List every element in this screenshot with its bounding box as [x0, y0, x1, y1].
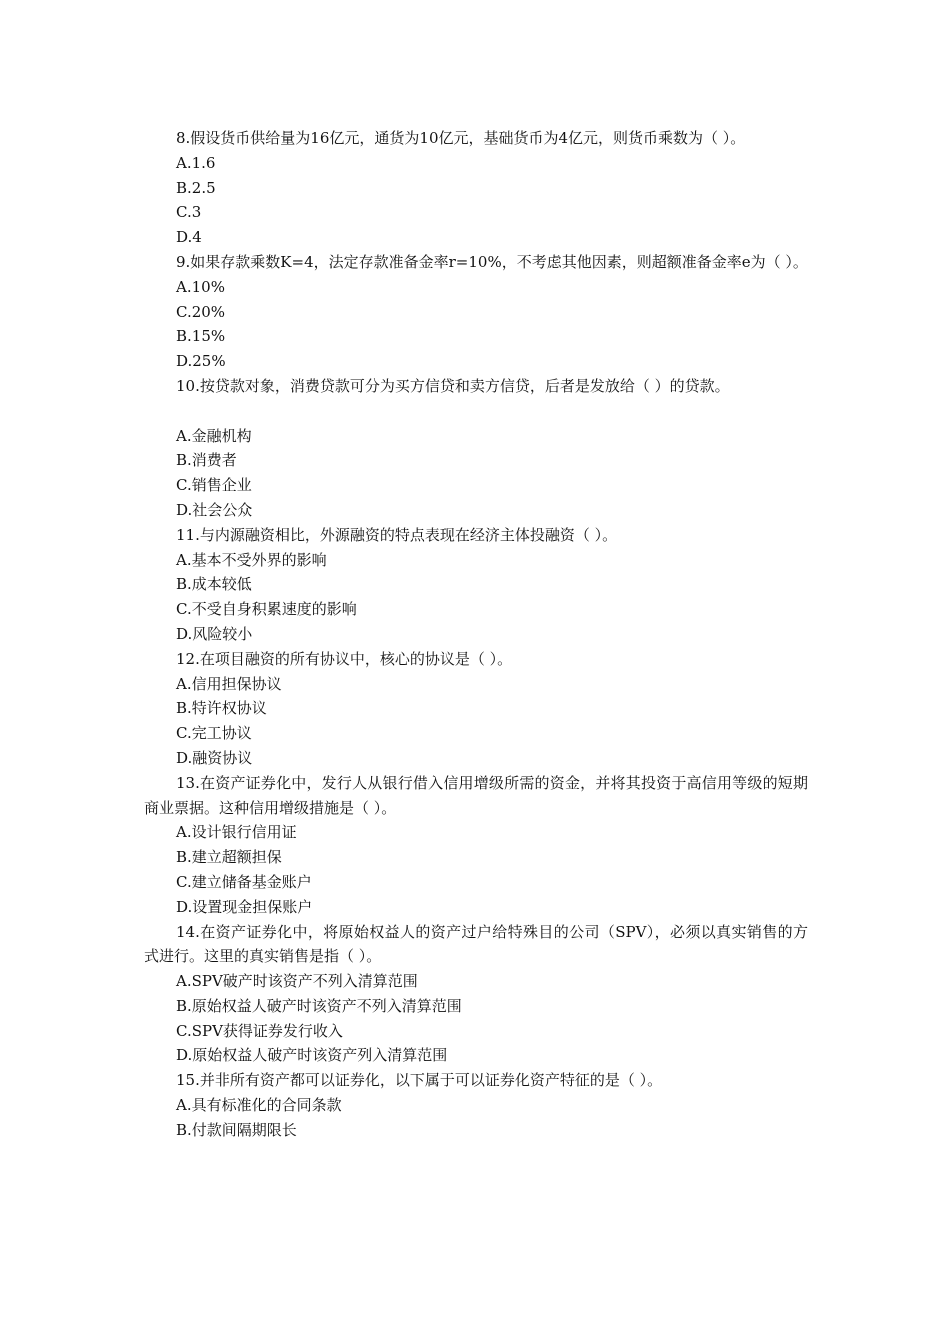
- option-c: C.建立储备基金账户: [176, 872, 312, 891]
- option-c: C.完工协议: [176, 724, 252, 743]
- option-a: A.金融机构: [176, 426, 252, 445]
- option-d: D.25%: [176, 352, 226, 371]
- option-b: B.特许权协议: [176, 699, 267, 718]
- question-stem: 10.按贷款对象，消费贷款可分为买方信贷和卖方信贷，后者是发放给（ ）的贷款。: [176, 376, 730, 395]
- question-9: [144, 250, 808, 374]
- question-8: [144, 126, 808, 250]
- question-13: [144, 771, 808, 920]
- option-b: B.成本较低: [176, 575, 252, 594]
- question-10: [144, 374, 808, 523]
- question-15: [144, 1068, 808, 1142]
- option-c: C.不受自身积累速度的影响: [176, 600, 357, 619]
- option-c: C.20%: [176, 302, 226, 321]
- option-a: A.10%: [176, 277, 225, 296]
- option-a: A.SPV破产时该资产不列入清算范围: [176, 972, 418, 991]
- option-b: B.原始权益人破产时该资产不列入清算范围: [176, 996, 462, 1015]
- question-11: [144, 523, 808, 647]
- question-stem: 12.在项目融资的所有协议中，核心的协议是（ ）。: [176, 649, 513, 668]
- option-d: D.4: [176, 228, 202, 247]
- question-stem: 13.在资产证券化中，发行人从银行借入信用增级所需的资金，并将其投资于高信用等级的短期商业票据。这种信用增级措施是（ ）。: [144, 773, 808, 817]
- document-page: [144, 126, 808, 1143]
- question-14: [144, 920, 808, 1069]
- option-a: A.信用担保协议: [176, 674, 282, 693]
- option-b: B.消费者: [176, 451, 237, 470]
- option-d: D.风险较小: [176, 624, 253, 643]
- option-a: A.设计银行信用证: [176, 823, 297, 842]
- question-stem: 15.并非所有资产都可以证券化，以下属于可以证券化资产特征的是（ ）。: [176, 1071, 663, 1090]
- option-d: D.原始权益人破产时该资产列入清算范围: [176, 1046, 448, 1065]
- option-c: C.SPV获得证券发行收入: [176, 1021, 343, 1040]
- option-a: A.基本不受外界的影响: [176, 550, 327, 569]
- question-stem: 9.如果存款乘数K=4，法定存款准备金率r=10%，不考虑其他因素，则超额准备金率e为（ ）。: [176, 252, 808, 271]
- option-b: B.付款间隔期限长: [176, 1120, 297, 1139]
- question-stem: 8.假设货币供给量为16亿元，通货为10亿元，基础货币为4亿元，则货币乘数为（ ）。: [176, 129, 746, 147]
- option-b: B.15%: [176, 327, 226, 346]
- option-c: C.3: [176, 203, 202, 222]
- question-12: [144, 647, 808, 771]
- option-d: D.社会公众: [176, 500, 253, 519]
- option-d: D.设置现金担保账户: [176, 897, 313, 916]
- option-b: B.建立超额担保: [176, 848, 282, 867]
- question-stem: 11.与内源融资相比，外源融资的特点表现在经济主体投融资（ ）。: [176, 525, 618, 544]
- option-d: D.融资协议: [176, 748, 253, 767]
- option-b: B.2.5: [176, 178, 216, 197]
- option-a: A.具有标准化的合同条款: [176, 1096, 342, 1115]
- option-c: C.销售企业: [176, 476, 252, 495]
- option-a: A.1.6: [176, 153, 216, 172]
- question-stem: 14.在资产证券化中，将原始权益人的资产过户给特殊目的公司（SPV），必须以真实销售的方式进行。这里的真实销售是指（ ）。: [144, 922, 808, 966]
